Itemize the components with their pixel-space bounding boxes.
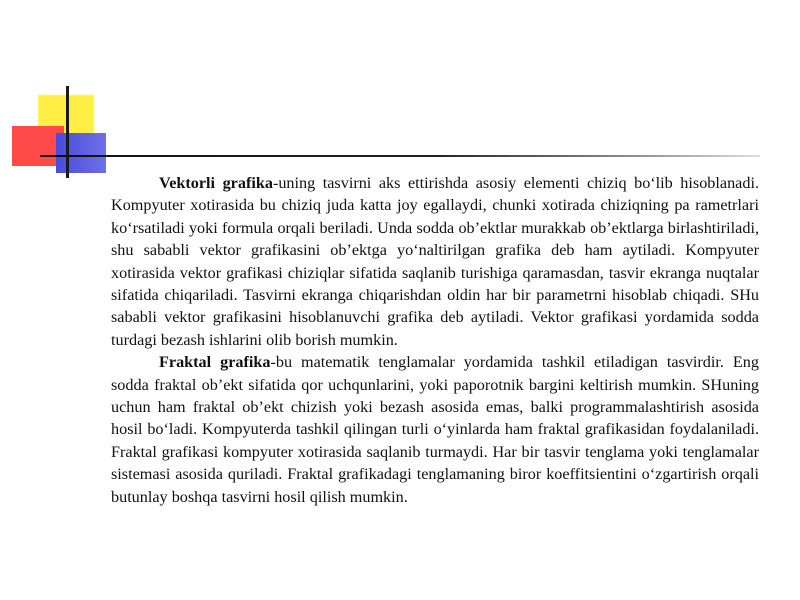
- title-divider-line: [40, 155, 760, 157]
- term-vector-graphics: Vektorli grafika: [159, 174, 273, 192]
- paragraph-vector-graphics: [111, 172, 759, 351]
- ornament-blue-square: [56, 133, 106, 173]
- term-fractal-graphics: Fraktal grafika: [159, 353, 271, 372]
- paragraph-fractal-graphics: [111, 351, 759, 508]
- slide-body: [111, 172, 759, 508]
- ornament-vertical-line: [66, 86, 69, 178]
- paragraph-text: -uning tasvirni aks ettirishda asosiy elementi chiziq bo‘lib hisoblanadi. Kompyuter xotirasida bu chiziq juda katta joy egallaydi, chunki xotirada chiziqning pa rametrlari ko‘rsatiladi yoki formula orqali beriladi. Unda sodda ob’ektlar murakkab ob’ektlarga birlashtiriladi, shu sababli vektor grafikasini ob’ektga yo‘naltirilgan grafika deb ham aytiladi. Kompyuter xotirasida vektor grafikasi chiziqlar sifatida saqlanib turishiga qaramasdan, tasvir ekranga nuqtalar sifatida chiqariladi. Tasvirni ekranga chiqarishdan oldin har bir parametrni hisoblab chiqadi. SHu sababli vektor grafikasini hisoblanuvchi grafika deb aytiladi. Vektor grafikasi yordamida sodda turdagi bezash ishlarini olib borish mumkin.: [111, 174, 759, 349]
- paragraph-text: -bu matematik tenglamalar yordamida tashkil etiladigan tasvirdir. Eng sodda fraktal ob’ekt sifatida qor uchqunlarini, yoki paporotnik bargini keltirish mumkin. SHuning uchun ham fraktal ob’ekt chizish yoki bezash asosida emas, balki programmalashtirish asosida hosil bo‘ladi. Kompyuterda tashkil qilingan turli o‘yinlarda ham fraktal grafikasidan foydalaniladi. Fraktal grafikasi kompyuter xotirasida saqlanib turmaydi. Har bir tasvir tenglama yoki tenglamalar sistemasi asosida quriladi. Fraktal grafikadagi tenglamaning biror koeffitsientini o‘zgartirish orqali butunlay boshqa tasvirni hosil qilish mumkin.: [111, 353, 759, 506]
